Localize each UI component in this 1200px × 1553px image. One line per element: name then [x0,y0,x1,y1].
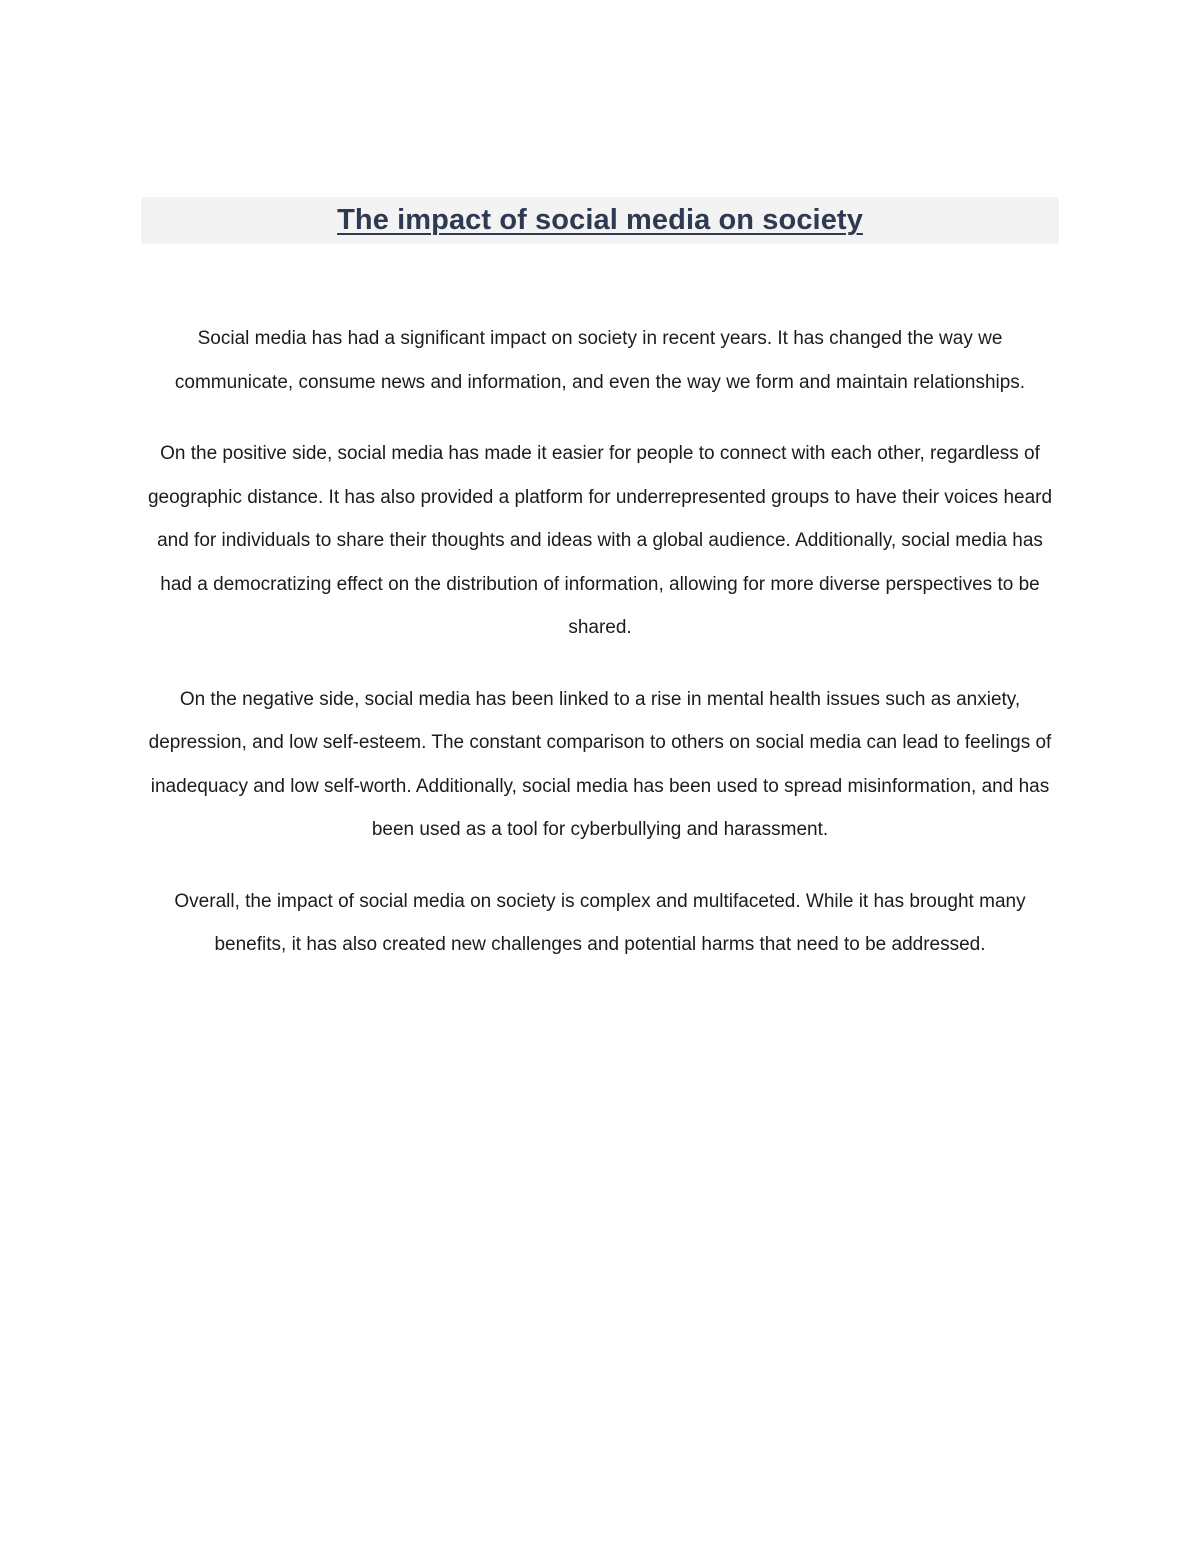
paragraph-intro: Social media has had a significant impact on society in recent years. It has changed the way we communicate, consume news and information, and even the way we form and maintain relationships. [174,328,1026,393]
paragraph-negative-side: On the negative side, social media has been linked to a rise in mental health issues such as anxiety, depression, and low self-esteem. The constant comparison to others on social media can lead to feelings of inadequacy and low self-worth. Additionally, social media has been used to spread misinformation, and has been used as a tool for cyberbullying and harassment. [148,688,1052,840]
document-body [141,317,1059,995]
document-title: The impact of social media on society [337,204,863,236]
title-banner [141,197,1059,244]
paragraph-conclusion: Overall, the impact of social media on society is complex and multifaceted. While it has brought many benefits, it has also created new challenges and potential harms that need to be addressed. [174,890,1026,955]
paragraph-positive-side: On the positive side, social media has made it easier for people to connect with each other, regardless of geographic distance. It has also provided a platform for underrepresented groups to have their voices heard and for individuals to share their thoughts and ideas with a global audience. Additionally, social media has had a democratizing effect on the distribution of information, allowing for more diverse perspectives to be shared. [147,443,1053,638]
